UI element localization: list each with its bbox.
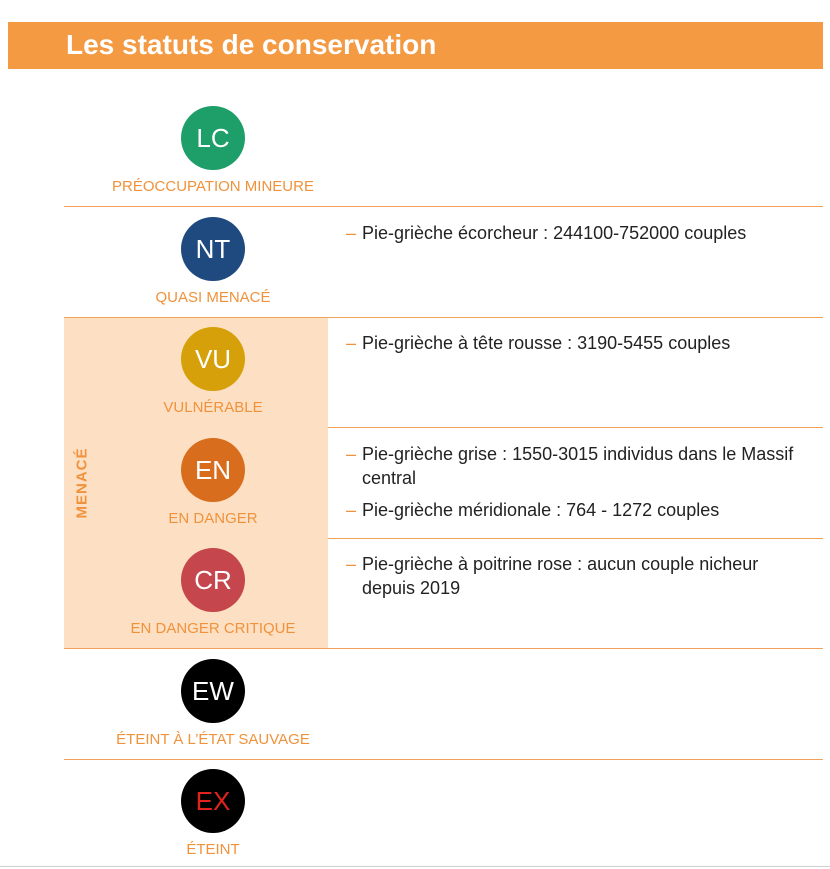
status-label: VULNÉRABLE — [163, 399, 263, 416]
status-code: EN — [194, 454, 232, 485]
status-label: PRÉOCCUPATION MINEURE — [112, 178, 314, 195]
status-code: EX — [195, 786, 231, 816]
status-badge-nt — [181, 217, 245, 281]
status-badge-en — [181, 438, 245, 502]
status-code: CR — [194, 565, 232, 595]
species-entry — [346, 498, 816, 522]
status-code: LC — [196, 123, 230, 153]
status-badge-lc — [181, 106, 245, 170]
species-list — [346, 221, 816, 253]
dash-bullet-icon: – — [346, 554, 357, 574]
species-entry — [346, 552, 816, 600]
species-list — [346, 442, 816, 530]
status-badge-ew — [181, 659, 245, 723]
species-list — [346, 552, 816, 608]
status-label: EN DANGER CRITIQUE — [130, 620, 296, 637]
row-divider — [64, 759, 823, 760]
dash-bullet-icon: – — [346, 222, 357, 243]
species-entry — [346, 442, 816, 490]
species-entry-text: Pie-grièche à tête rousse : 3190-5455 couples — [362, 333, 731, 353]
row-divider — [328, 538, 823, 539]
section-header — [8, 22, 823, 69]
dash-bullet-icon: – — [346, 499, 357, 520]
row-divider — [64, 206, 823, 207]
species-entry-text: Pie-grièche à poitrine rose : aucun couple nicheur depuis 2019 — [362, 554, 759, 598]
species-entry-text: Pie-grièche méridionale : 764 - 1272 couples — [362, 499, 720, 520]
row-divider — [64, 317, 823, 318]
status-label: QUASI MENACÉ — [155, 288, 271, 306]
page-title: Les statuts de conservation — [66, 29, 437, 60]
species-entry — [346, 221, 816, 245]
dash-bullet-icon: – — [346, 443, 357, 464]
row-divider — [328, 427, 823, 428]
status-badge-cr — [181, 548, 245, 612]
status-label: ÉTEINT — [186, 841, 240, 858]
status-code: EW — [192, 675, 234, 706]
status-label: EN DANGER — [168, 509, 258, 527]
species-entry — [346, 331, 816, 355]
species-list — [346, 331, 816, 363]
species-entry-text: Pie-grièche grise : 1550-3015 individus dans le Massif central — [362, 443, 794, 488]
status-label: ÉTEINT À L’ÉTAT SAUVAGE — [116, 730, 310, 748]
status-code: VU — [194, 344, 232, 374]
status-badge-vu — [181, 327, 245, 391]
status-code: NT — [195, 233, 231, 264]
species-entry-text: Pie-grièche écorcheur : 244100-752000 couples — [362, 222, 747, 243]
page-bottom-line — [0, 866, 830, 867]
dash-bullet-icon: – — [346, 333, 357, 353]
status-badge-ex — [181, 769, 245, 833]
row-divider — [64, 648, 823, 649]
